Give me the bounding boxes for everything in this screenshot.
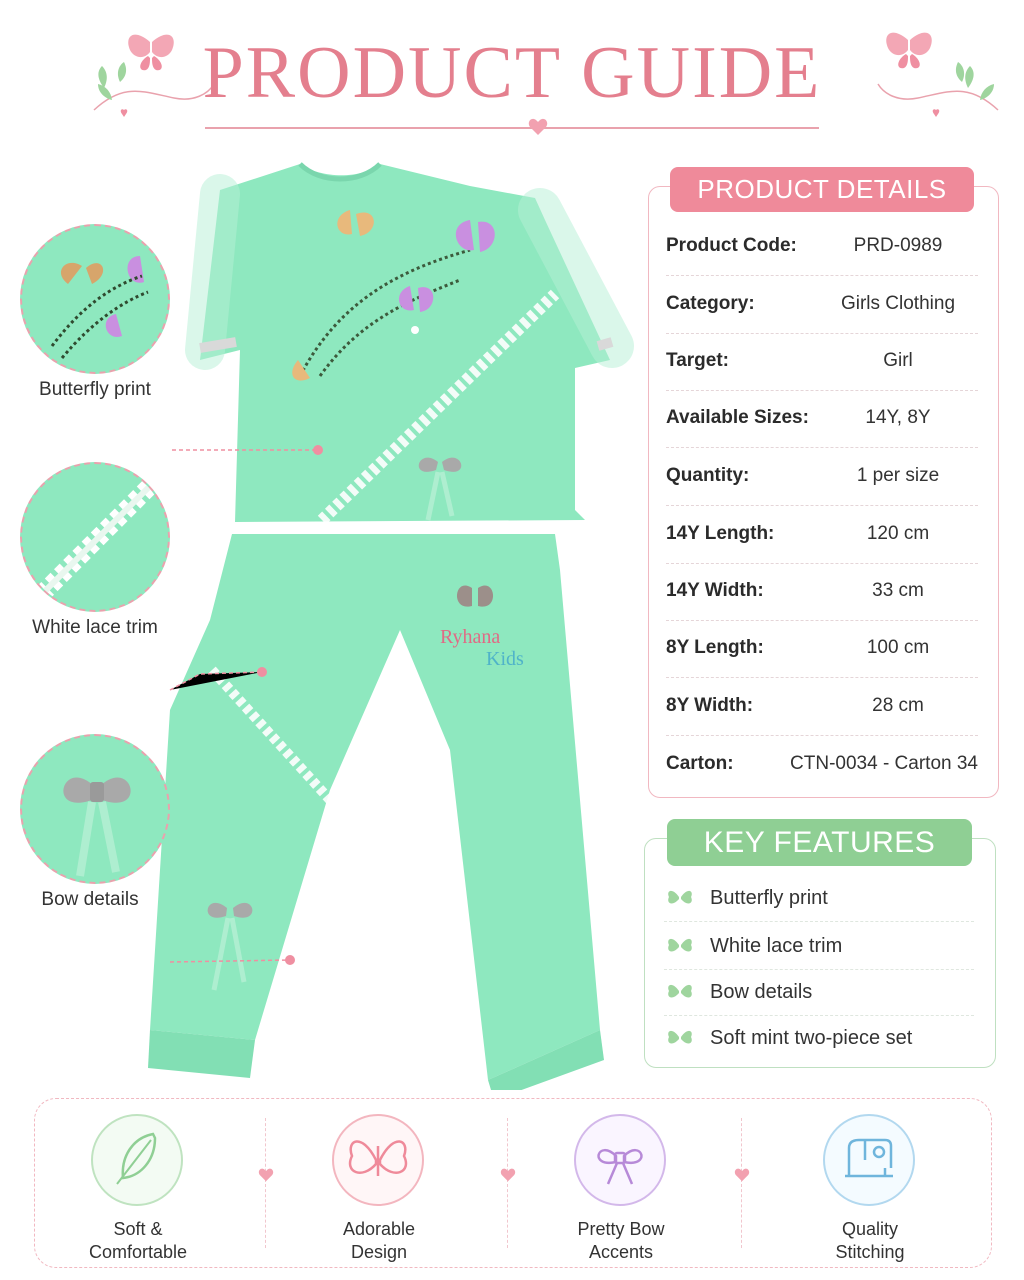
butterfly-icon bbox=[666, 887, 694, 909]
feature-text: Butterfly print bbox=[710, 887, 828, 909]
feature-item bbox=[664, 924, 974, 970]
detail-label: 14Y Length: bbox=[666, 523, 775, 544]
badge-divider bbox=[507, 1118, 508, 1248]
detail-row-14y-length bbox=[666, 507, 978, 564]
feature-text: White lace trim bbox=[710, 935, 843, 957]
detail-value: 14Y, 8Y bbox=[865, 407, 931, 428]
detail-row-product-code bbox=[666, 219, 978, 276]
detail-label: Category: bbox=[666, 293, 755, 314]
sewing-machine-icon bbox=[825, 1116, 913, 1204]
badge-label: Pretty Bow Accents bbox=[577, 1219, 665, 1262]
detail-label: Target: bbox=[666, 350, 729, 371]
title-divider bbox=[205, 127, 819, 129]
detail-value: 100 cm bbox=[866, 637, 930, 658]
detail-value: 120 cm bbox=[866, 523, 930, 544]
detail-label: 8Y Width: bbox=[666, 695, 754, 716]
heart-icon bbox=[528, 118, 548, 136]
detail-value: PRD-0989 bbox=[853, 235, 943, 256]
detail-value: Girl bbox=[883, 350, 913, 371]
detail-row-8y-width bbox=[666, 679, 978, 736]
feather-icon bbox=[93, 1116, 181, 1204]
badge-label: Adorable Design bbox=[342, 1219, 416, 1262]
butterfly-vine-decoration-icon bbox=[868, 22, 1008, 130]
badge-label: Quality Stitching bbox=[835, 1219, 905, 1262]
detail-row-category bbox=[666, 277, 978, 334]
feature-text: Bow details bbox=[710, 981, 813, 1003]
detail-value: 33 cm bbox=[872, 580, 924, 601]
bow-closeup-icon bbox=[22, 736, 170, 884]
detail-label: Carton: bbox=[666, 753, 734, 774]
detail-row-available-sizes bbox=[666, 391, 978, 448]
badge-label: Soft & Comfortable bbox=[88, 1219, 188, 1262]
header bbox=[0, 0, 1024, 150]
heart-icon bbox=[500, 1168, 516, 1182]
brand-logo-line2: Kids bbox=[486, 648, 524, 670]
detail-row-8y-length bbox=[666, 621, 978, 678]
feature-item bbox=[664, 1016, 974, 1062]
badge-circle bbox=[574, 1114, 666, 1206]
badge-circle bbox=[91, 1114, 183, 1206]
badge-divider bbox=[741, 1118, 742, 1248]
callout-label: Bow details bbox=[41, 889, 139, 910]
detail-row-carton bbox=[666, 737, 978, 794]
detail-label: Available Sizes: bbox=[666, 407, 809, 428]
butterfly-icon bbox=[666, 981, 694, 1003]
detail-value: 1 per size bbox=[856, 465, 940, 486]
butterfly-print-closeup-icon bbox=[22, 226, 170, 374]
butterfly-icon bbox=[666, 1027, 694, 1049]
detail-label: Quantity: bbox=[666, 465, 750, 486]
detail-row-14y-width bbox=[666, 564, 978, 621]
product-details-heading: PRODUCT DETAILS bbox=[670, 167, 974, 212]
page-title: PRODUCT GUIDE bbox=[202, 32, 822, 114]
detail-label: 8Y Length: bbox=[666, 637, 764, 658]
feature-item bbox=[664, 970, 974, 1016]
butterfly-icon bbox=[334, 1116, 422, 1204]
detail-value: 28 cm bbox=[872, 695, 924, 716]
brand-logo-line1: Ryhana bbox=[440, 626, 501, 648]
callout-zoom-circle bbox=[20, 462, 170, 612]
bow-icon bbox=[576, 1116, 664, 1204]
detail-label: Product Code: bbox=[666, 235, 797, 256]
detail-label: 14Y Width: bbox=[666, 580, 764, 601]
callout-label: Butterfly print bbox=[39, 379, 151, 400]
badge-divider bbox=[265, 1118, 266, 1248]
lace-closeup-icon bbox=[22, 464, 170, 612]
badge-circle bbox=[332, 1114, 424, 1206]
callout-label: White lace trim bbox=[32, 617, 158, 638]
heart-icon bbox=[734, 1168, 750, 1182]
callout-zoom-circle bbox=[20, 224, 170, 374]
feature-text: Soft mint two-piece set bbox=[710, 1027, 913, 1049]
pants-illustration bbox=[148, 534, 604, 1090]
heart-icon bbox=[258, 1168, 274, 1182]
shirt-illustration bbox=[200, 164, 612, 522]
detail-value: Girls Clothing bbox=[840, 293, 956, 314]
callout-zoom-circle bbox=[20, 734, 170, 884]
detail-row-target bbox=[666, 334, 978, 391]
feature-item bbox=[664, 876, 974, 922]
key-features-heading: KEY FEATURES bbox=[667, 819, 972, 866]
badge-circle bbox=[823, 1114, 915, 1206]
detail-value: CTN-0034 - Carton 34 bbox=[790, 753, 978, 774]
butterfly-icon bbox=[666, 935, 694, 957]
detail-row-quantity bbox=[666, 449, 978, 506]
